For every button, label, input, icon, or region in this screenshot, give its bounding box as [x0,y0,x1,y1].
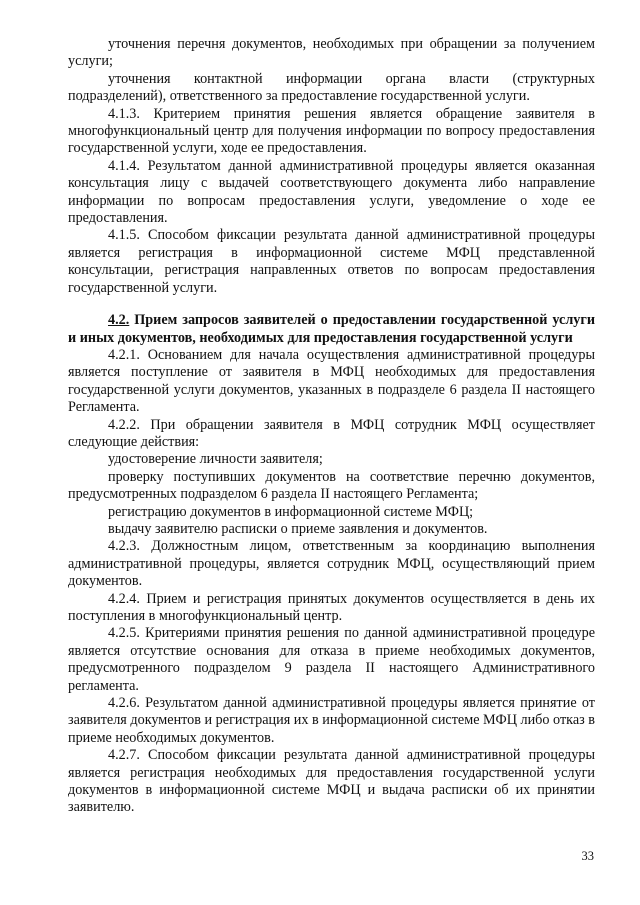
section-title: Прием запросов заявителей о предоставлении государственной услуги и иных документов, необходимых для предоставления государственной услуги [68,312,595,346]
page-number: 33 [581,849,594,863]
paragraph-4-2-4: 4.2.4. Прием и регистрация принятых документов осуществляется в день их поступления в многофункциональный центр. [68,590,595,624]
paragraph-4-2-6: 4.2.6. Результатом данной административной процедуры является принятие от заявителя документов и регистрация их в информационной системе МФЦ либо отказ в приеме необходимых документов. [68,695,595,746]
paragraph-4-1-4: 4.1.4. Результатом данной административной процедуры является оказанная консультация лицу с выдачей соответствующего документа либо направление информации по вопросам предоставления услуги, уведомление о ходе ее предоставления. [68,157,595,227]
document-page [68,36,595,817]
section-gap [68,297,595,312]
paragraph-4-1-5: 4.1.5. Способом фиксации результата данной административной процедуры является регистрация в информационной системе МФЦ представленной консультации, регистрация направленных ответов по вопросам предоставления государственной услуги. [68,227,595,296]
list-item: регистрацию документов в информационной системе МФЦ; [108,503,474,520]
paragraph-4-1-3: 4.1.3. Критерием принятия решения является обращение заявителя в многофункциональный центр для получения информации по вопросу предоставления государственной услуги, ходе ее предоставления. [68,105,595,157]
paragraph: уточнения контактной информации органа власти (структурных подразделений), ответственного за предоставление государственной услуги. [68,70,595,105]
paragraph-4-2-7: 4.2.7. Способом фиксации результата данной административной процедуры является регистрация необходимых для предоставления государственной услуги документов в информационной системе МФЦ и выдача расписки об их принятии заявителю. [68,747,595,816]
list-item: выдачу заявителю расписки о приеме заявления и документов. [108,520,488,537]
section-heading-4-2 [68,312,595,347]
list-item: проверку поступивших документов на соответствие перечню документов, предусмотренных подразделом 6 раздела II настоящего Регламента; [68,468,595,503]
list-item: удостоверение личности заявителя; [108,451,323,468]
paragraph-4-2-3: 4.2.3. Должностным лицом, ответственным за координацию выполнения административной процедуры, является сотрудник МФЦ, осуществляющий прием документов. [68,538,595,590]
paragraph-4-2-2: 4.2.2. При обращении заявителя в МФЦ сотрудник МФЦ осуществляет следующие действия: [68,416,595,450]
paragraph-4-2-5: 4.2.5. Критериями принятия решения по данной административной процедуре является отсутствие основания для отказа в приеме необходимых документов, предусмотренного подразделом 9 раздела II настоящего Административного регламента. [68,625,595,694]
paragraph: уточнения перечня документов, необходимых при обращении за получением услуги; [68,36,595,70]
paragraph-4-2-1: 4.2.1. Основанием для начала осуществления административной процедуры является поступление от заявителя в МФЦ необходимых для предоставления государственной услуги документов, указанных в подразделе 6 раздела II настоящего Регламента. [68,346,595,416]
section-number: 4.2. [108,312,130,329]
